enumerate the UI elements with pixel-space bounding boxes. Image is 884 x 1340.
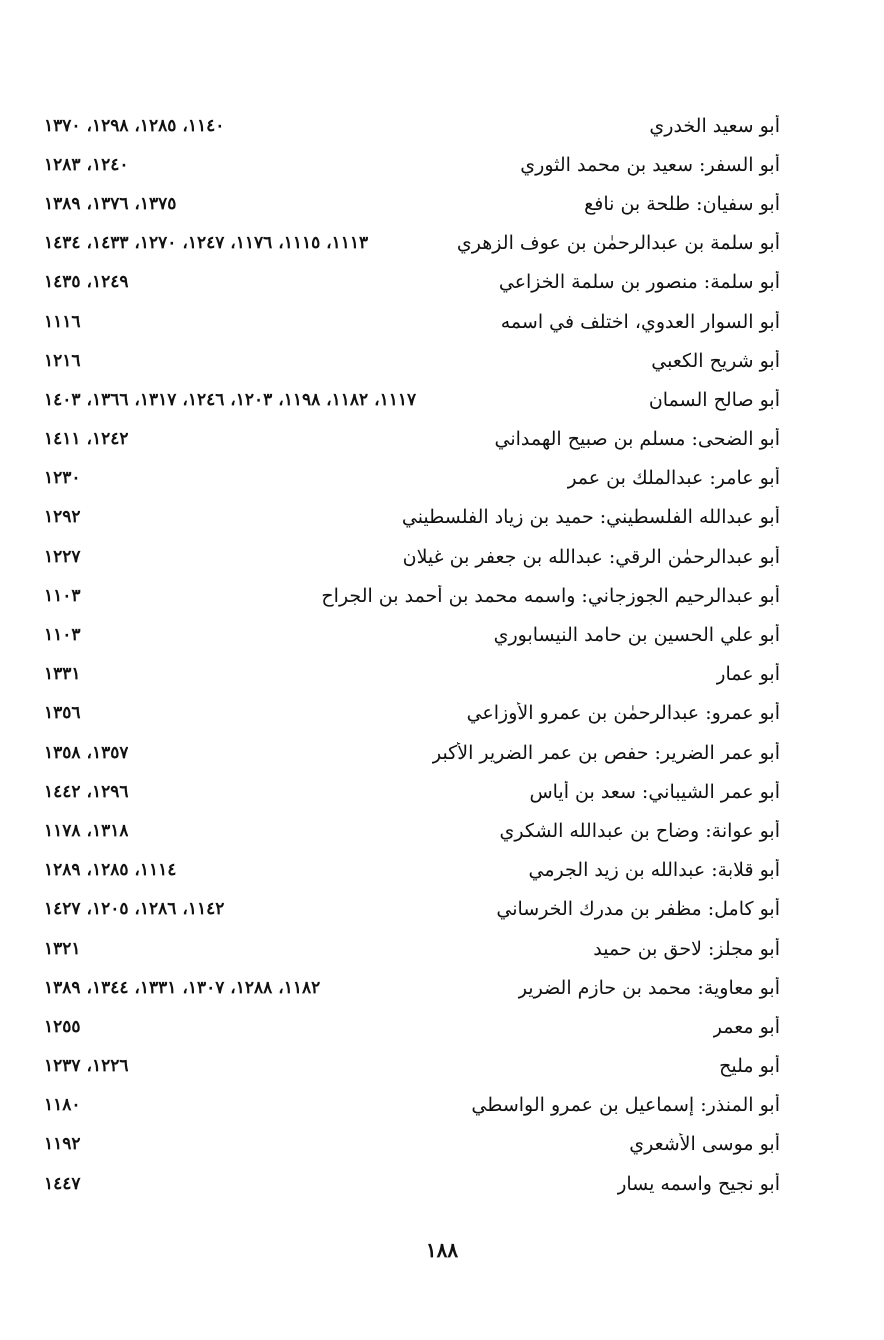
- index-entry: [44, 184, 780, 223]
- entry-name: أبو المنذر: إسماعيل بن عمرو الواسطي: [471, 1094, 780, 1117]
- entry-name: أبو موسى الأشعري: [629, 1133, 780, 1156]
- index-entry: [44, 263, 780, 302]
- index-entry: [44, 1125, 780, 1164]
- entry-refs: ١٢٩٦، ١٤٤٢: [44, 781, 129, 802]
- entry-refs: ١٢٢٦، ١٢٣٧: [44, 1056, 129, 1077]
- entry-name: أبو عبدالرحيم الجوزجاني: واسمه محمد بن أحمد بن الجراح: [321, 584, 780, 607]
- entry-name: أبو كامل: مظفر بن مدرك الخرساني: [496, 898, 780, 921]
- index-entry: [44, 537, 780, 576]
- entry-name: أبو صالح السمان: [648, 388, 780, 411]
- entry-name: أبو سفيان: طلحة بن نافع: [584, 192, 780, 215]
- index-entry: [44, 1007, 780, 1046]
- entry-name: أبو شريح الكعبي: [651, 349, 780, 372]
- entry-name: أبو عبدالرحمٰن الرقي: عبدالله بن جعفر بن غيلان: [402, 545, 780, 568]
- entry-name: أبو قلابة: عبدالله بن زيد الجرمي: [528, 859, 780, 882]
- index-entry: [44, 224, 780, 263]
- index-entry: [44, 576, 780, 615]
- index-entry: [44, 968, 780, 1007]
- entry-refs: ١١١٦: [44, 311, 81, 332]
- index-entry: [44, 420, 780, 459]
- entry-refs: ١٣١٨، ١١٧٨: [44, 820, 129, 841]
- entry-refs: ١٢١٦: [44, 350, 81, 371]
- entry-refs: ١٢٤٠، ١٢٨٣: [44, 154, 129, 175]
- index-entry: [44, 1086, 780, 1125]
- index-entry: [44, 851, 780, 890]
- index-entry: [44, 929, 780, 968]
- entry-refs: ١٣٥٧، ١٣٥٨: [44, 742, 129, 763]
- index-entry: [44, 380, 780, 419]
- entry-name: أبو السوار العدوي، اختلف في اسمه: [500, 310, 780, 333]
- index-entry: [44, 1164, 780, 1203]
- index-entry: [44, 302, 780, 341]
- entry-refs: ١١٨٠: [44, 1095, 81, 1116]
- entry-name: أبو عامر: عبدالملك بن عمر: [567, 467, 780, 490]
- index-entry: [44, 772, 780, 811]
- index-entry: [44, 498, 780, 537]
- entry-name: أبو معمر: [712, 1015, 780, 1038]
- index-entry: [44, 890, 780, 929]
- entry-name: أبو عمار: [716, 663, 780, 686]
- entry-name: أبو معاوية: محمد بن حازم الضرير: [517, 976, 780, 999]
- page-number: ١٨٨: [425, 1238, 459, 1262]
- entry-refs: ١٢٩٢: [44, 507, 81, 528]
- entry-refs: ١٢٤٩، ١٤٣٥: [44, 272, 129, 293]
- entry-refs: ١٣٧٥، ١٣٧٦، ١٣٨٩: [44, 193, 177, 214]
- entry-refs: ١١٤٢، ١٢٨٦، ١٢٠٥، ١٤٢٧: [44, 899, 225, 920]
- entry-name: أبو سعيد الخدري: [649, 114, 780, 137]
- entry-refs: ١١٠٣: [44, 585, 81, 606]
- index-entry: [44, 106, 780, 145]
- index-entry: [44, 655, 780, 694]
- entry-refs: ١٢٣٠: [44, 468, 81, 489]
- entry-refs: ١١٨٢، ١٢٨٨، ١٣٠٧، ١٣٣١، ١٣٤٤، ١٣٨٩: [44, 977, 321, 998]
- entry-refs: ١١١٤، ١٢٨٥، ١٢٨٩: [44, 860, 177, 881]
- entry-refs: ١٣٣١: [44, 664, 81, 685]
- entry-name: أبو عمر الشيباني: سعد بن أياس: [529, 780, 780, 803]
- entry-refs: ١١٩٢: [44, 1134, 81, 1155]
- entry-name: أبو عمر الضرير: حفص بن عمر الضرير الأكبر: [431, 741, 780, 764]
- entry-refs: ١٤٤٧: [44, 1173, 81, 1194]
- entry-name: أبو مليح: [719, 1055, 780, 1078]
- entry-name: أبو عوانة: وضاح بن عبدالله الشكري: [499, 819, 780, 842]
- entry-name: أبو مجلز: لاحق بن حميد: [593, 937, 780, 960]
- entry-refs: ١٢٢٧: [44, 546, 81, 567]
- entry-name: أبو الضحى: مسلم بن صبيح الهمداني: [494, 428, 780, 451]
- index-entry: [44, 811, 780, 850]
- index-entry: [44, 341, 780, 380]
- entry-refs: ١٣٥٦: [44, 703, 81, 724]
- index-entry: [44, 733, 780, 772]
- entry-refs: ١٣٢١: [44, 938, 81, 959]
- index-entry: [44, 459, 780, 498]
- entry-refs: ١٢٥٥: [44, 1016, 81, 1037]
- entry-refs: ١١١٧، ١١٨٢، ١١٩٨، ١٢٠٣، ١٢٤٦، ١٣١٧، ١٣٦٦، ١٤٠٣: [44, 389, 417, 410]
- index-entry: [44, 1047, 780, 1086]
- entry-name: أبو نجيح واسمه يسار: [617, 1172, 780, 1195]
- entry-refs: ١١٤٠، ١٢٨٥، ١٢٩٨، ١٣٧٠: [44, 115, 225, 136]
- entry-refs: ١١٠٣: [44, 625, 81, 646]
- entry-name: أبو السفر: سعيد بن محمد الثوري: [520, 153, 780, 176]
- index-entry: [44, 615, 780, 654]
- entry-refs: ١١١٣، ١١١٥، ١١٧٦، ١٢٤٧، ١٢٧٠، ١٤٣٣، ١٤٣٤: [44, 233, 369, 254]
- index-entry: [44, 145, 780, 184]
- entry-name: أبو علي الحسين بن حامد النيسابوري: [493, 624, 780, 647]
- index-entry: [44, 694, 780, 733]
- entry-name: أبو سلمة بن عبدالرحمٰن بن عوف الزهري: [456, 232, 780, 255]
- entry-name: أبو عبدالله الفلسطيني: حميد بن زياد الفلسطيني: [401, 506, 780, 529]
- index-entries: [44, 106, 780, 1203]
- entry-name: أبو سلمة: منصور بن سلمة الخزاعي: [498, 271, 780, 294]
- entry-name: أبو عمرو: عبدالرحمٰن بن عمرو الأوزاعي: [466, 702, 780, 725]
- entry-refs: ١٢٤٢، ١٤١١: [44, 429, 129, 450]
